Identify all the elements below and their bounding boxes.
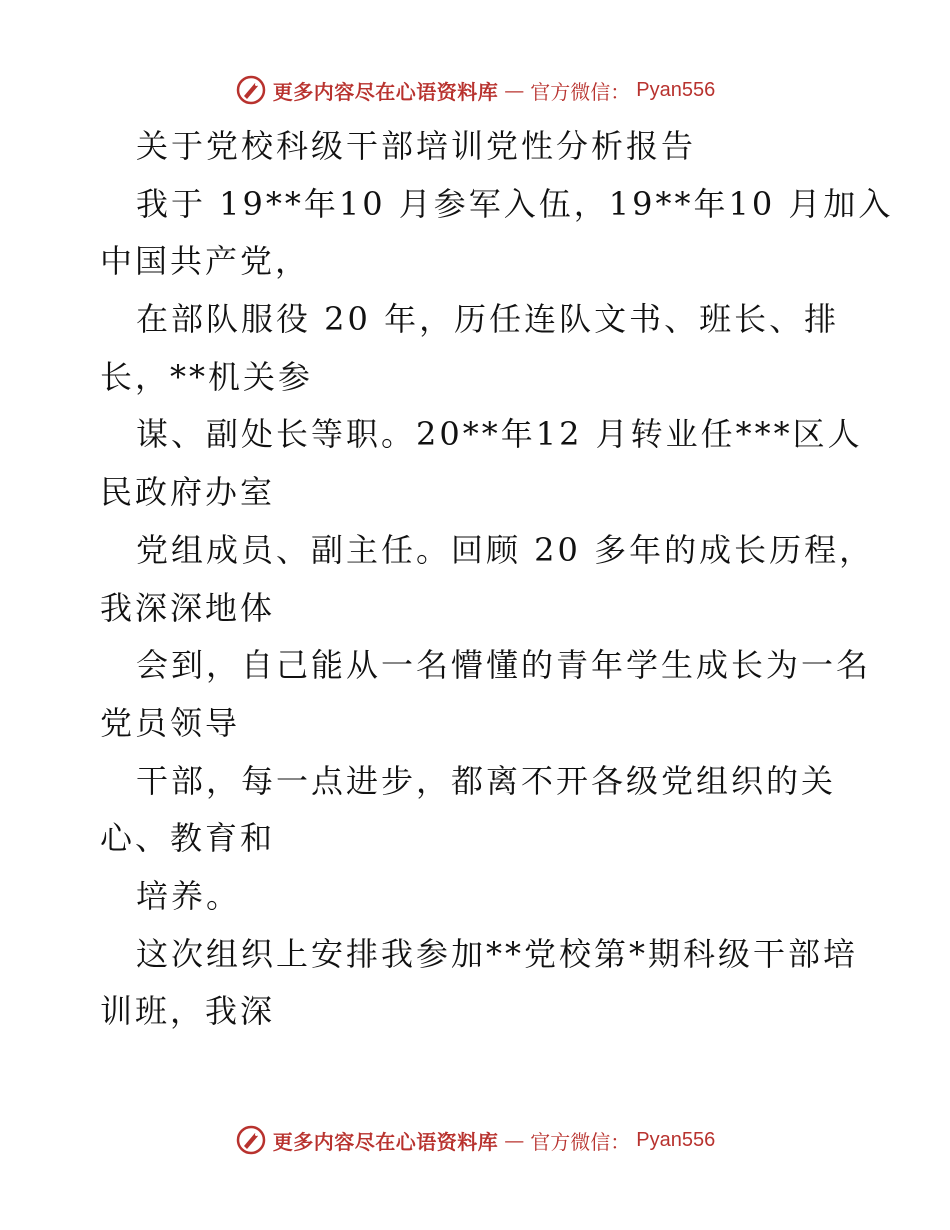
paragraph-line: 这次组织上安排我参加**党校第*期科级干部培 <box>136 934 859 973</box>
watermark-id: Pyan556 <box>636 78 716 101</box>
fountain-pen-logo-icon <box>235 1124 267 1156</box>
paragraph-line: 我深深地体 <box>100 588 276 627</box>
footer-watermark <box>0 1120 950 1160</box>
paragraph-line: 在部队服役 20 年，历任连队文书、班长、排 <box>136 300 840 339</box>
paragraph-line: 党员领导 <box>100 703 241 742</box>
watermark-label: 官方微信： <box>530 1129 631 1154</box>
paragraph-line: 培养。 <box>136 876 242 915</box>
paragraph-line: 干部，每一点进步，都离不开各级党组织的关 <box>136 761 837 800</box>
paragraph-line: 谋、副处长等职。20**年12 月转业任***区人 <box>136 415 863 454</box>
watermark-text: 更多内容尽在心语资料库 <box>272 1129 499 1154</box>
paragraph-line: 党组成员、副主任。回顾 20 多年的成长历程， <box>136 530 875 569</box>
watermark-dash: — <box>504 78 525 102</box>
document-title: 关于党校科级干部培训党性分析报告 <box>136 127 697 165</box>
paragraph-line: 会到，自己能从一名懵懂的青年学生成长为一名 <box>136 646 872 685</box>
document-body <box>100 118 894 1041</box>
paragraph-line: 我于 19**年10 月参军入伍，19**年10 月加入 <box>136 184 894 223</box>
paragraph-line: 民政府办室 <box>100 473 276 512</box>
watermark-dash: — <box>504 1128 525 1152</box>
paragraph-line: 中国共产党， <box>100 242 311 281</box>
watermark-id: Pyan556 <box>636 1128 716 1151</box>
paragraph-line: 心、教育和 <box>100 819 276 858</box>
paragraph-line: 训班，我深 <box>100 992 276 1031</box>
watermark-text: 更多内容尽在心语资料库 <box>272 79 499 104</box>
header-watermark <box>0 70 950 110</box>
watermark-label: 官方微信： <box>530 79 631 104</box>
paragraph-line: 长，**机关参 <box>100 357 314 396</box>
fountain-pen-logo-icon <box>235 74 267 106</box>
